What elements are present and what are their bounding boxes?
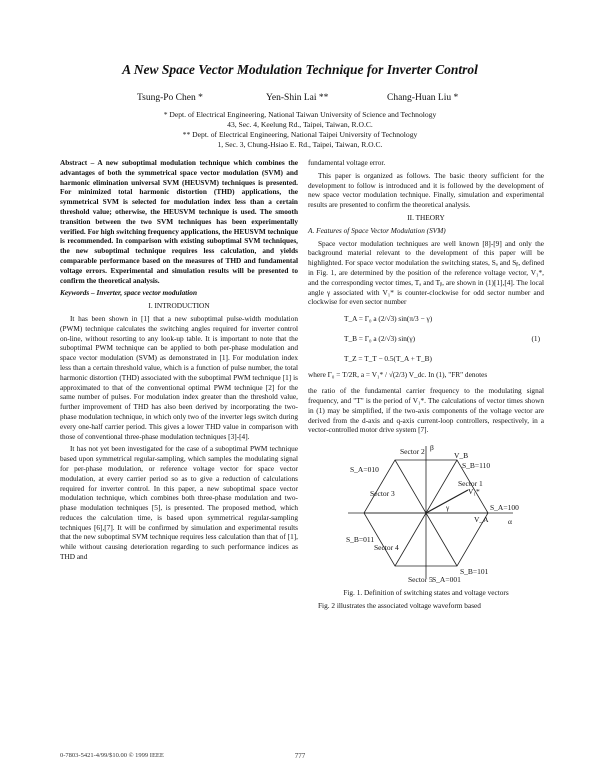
sector-4-label: Sector 4 [374,543,399,553]
right-last-line: Fig. 2 illustrates the associated voltage waveform based [318,600,481,610]
state-110-label: S_B=110 [462,461,491,471]
va-label: V_A [474,515,489,525]
page-number: 777 [294,752,306,760]
figure-caption: Fig. 1. Definition of switching states and voltage vectors [343,588,509,598]
sector-5-label: Sector 5 [408,575,433,585]
affiliations [0,110,600,150]
equation-where: where Γ₀ = T/2R, a = V₁* / √(2/3) V_dc. In (1), "FR" denotes [308,370,488,380]
author-1: Tsung-Po Chen * [137,93,203,103]
intro-paragraph-2: It has not yet been investigated for the case of a suboptimal PWM technique based upon symmetrical regular-sampling, which samples the modulating signal for per-phase modulation, or reference voltage vector for space vector modulation, at every carrier period so as to give a reduction of calculations required for inverter control. In this paper, a new suboptimal space vector modulation technique, which combines both three-phase modulation and two-phase modulation techniques [5], is presented. The proposed method, which reduces the calculation time, is based upon symmetrical regular-sampling techniques [6],[7]. It will be confirmed by simulation and experimental results that the new suboptimal SVM technique requires less calculation than that of [1], while without causing deterioration regarding to such performance indices as THD and [60,444,298,562]
sector-2-label: Sector 2 [400,447,425,457]
vector-label: V₁* [468,487,480,497]
author-2: Yen-Shin Lai ** [266,93,329,103]
keywords: Keywords – Inverter, space vector modulation [60,288,198,298]
spoke [395,460,426,513]
equation-tz: T_Z = T_T − 0.5(T_A + T_B) [344,354,432,364]
state-010-label: S_A=010 [350,465,379,475]
sector-1-label: Sector 1 [458,479,483,489]
section-heading-theory: II. THEORY [407,212,445,222]
affiliation-line: 1, Sec. 3, Chung-Hsiao E. Rd., Taipei, Taiwan, R.O.C. [217,140,383,149]
organization-paragraph: This paper is organized as follows. The basic theory sufficient for the development to follow is introduced and it is followed by the development of new space vector modulation technique. Finally, simulation and experimental results are presented to confirm the theoretical analysis. [308,170,544,210]
equation-tb: T_B = Γ₀ a (2/√3) sin(γ) [344,334,415,344]
affiliation-line: 43, Sec. 4, Keelung Rd., Taipei, Taiwan, R.O.C. [227,120,373,129]
spoke [426,513,457,566]
spoke [395,513,426,566]
subsection-heading: A. Features of Space Vector Modulation (SVM) [308,225,446,235]
sector-3-label: Sector 3 [370,489,395,499]
state-101-label: S_B=101 [460,567,489,577]
continued-text: fundamental voltage error. [308,158,386,167]
space-vector-diagram [308,438,544,588]
beta-label: β [430,443,434,453]
footer-code: 0-7803-5421-4/99/$10.00 © 1999 IEEE [60,752,164,759]
author-3: Chang-Huan Liu * [387,93,459,103]
equation-ta: T_A = Γ₀ a (2/√3) sin(π/3 − γ) [344,314,433,324]
affiliation-line: ** Dept. of Electrical Engineering, National Taipei University of Technology [182,130,418,139]
right-column [308,158,544,614]
theory-paragraph-2: the ratio of the fundamental carrier frequency to the modulating signal frequency, and "T" is the period of V₁*. The calculations of vector times shown in (1) may be simplified, if the two-axis components of the voltage vector are derived from the d-axis and q-axis current-loop controllers, respectively, in a vector-controlled motor drive system [7]. [308,386,544,435]
intro-paragraph-1: It has been shown in [1] that a new suboptimal pulse-width modulation (PWM) technique calculates the switching angles required for inverter control on-line, without resorting to any look-up table. It is important to note that the suboptimal PWM technique can be applied to both per-phase modulation and space vector modulation (SVM) as demonstrated in [1]. For modulation index less than a certain threshold value, which is a function of pulse number, the total harmonic distortion (THD) associated with the suboptimal PWM technique [1] is approximated to that of the conventional optimal PWM technique [2] for the same number of pulses. For modulation index greater than the threshold value, further improvement of THD has also been derived by incorporating the two-phase modulation technique, in which only two of the inverter legs switch during every one-half carrier period. This gives a lower THD value in comparison with those of conventional three-phase modulation techniques [3]-[4]. [60,313,298,441]
vb-label: V_B [454,451,469,461]
state-011-label: S_B=011 [346,535,375,545]
theory-paragraph-1: Space vector modulation techniques are well known [8]-[9] and only the background material relevant to the development of this paper will be highlighted. For space vector modulation the switching states, Sₐ and Sᵦ, defined in Fig. 1, are determined by the position of the reference voltage vector, V₁*, and the corresponding vector times, Tₐ and Tᵦ, are shown in (1)[1],[4]. The local angle γ associated with V₁* is counter-clockwise for odd sector number and clockwise for even sector number [308,238,544,307]
gamma-label: γ [446,503,450,513]
paper-title: A New Space Vector Modulation Technique for Inverter Control [122,62,478,77]
equation-number: (1) [531,334,540,344]
equation-block [308,310,544,382]
abstract: Abstract – A new suboptimal modulation technique which combines the advantages of both the symmetrical space vector modulation (SVM) and harmonic elimination universal SVM (HEUSVM) techniques is presented. For minimized total harmonic distortion (THD) applications, the symmetrical SVM is selected for modulation index less than a certain threshold value; otherwise, the HEUSVM technique is used. The smooth transition between the two SVM techniques has been experimentally verified. For high switching frequency applications, the HEUSVM technique is recommended. In comparison with existing suboptimal SVM techniques, the new suboptimal technique requires less calculation, and yields comparable performance based on the measures of THD and fundamental voltage errors. Experimental and simulation results will be presented to confirm the theoretical analysis. [60,158,298,285]
affiliation-line: * Dept. of Electrical Engineering, National Taiwan University of Science and Technology [163,110,437,119]
state-100-label: S_A=100 [490,503,519,513]
section-heading-introduction: I. INTRODUCTION [148,301,210,311]
state-001-label: S_A=001 [432,575,461,585]
figure-1 [308,438,544,588]
alpha-label: α [508,517,512,527]
left-column [60,158,298,565]
